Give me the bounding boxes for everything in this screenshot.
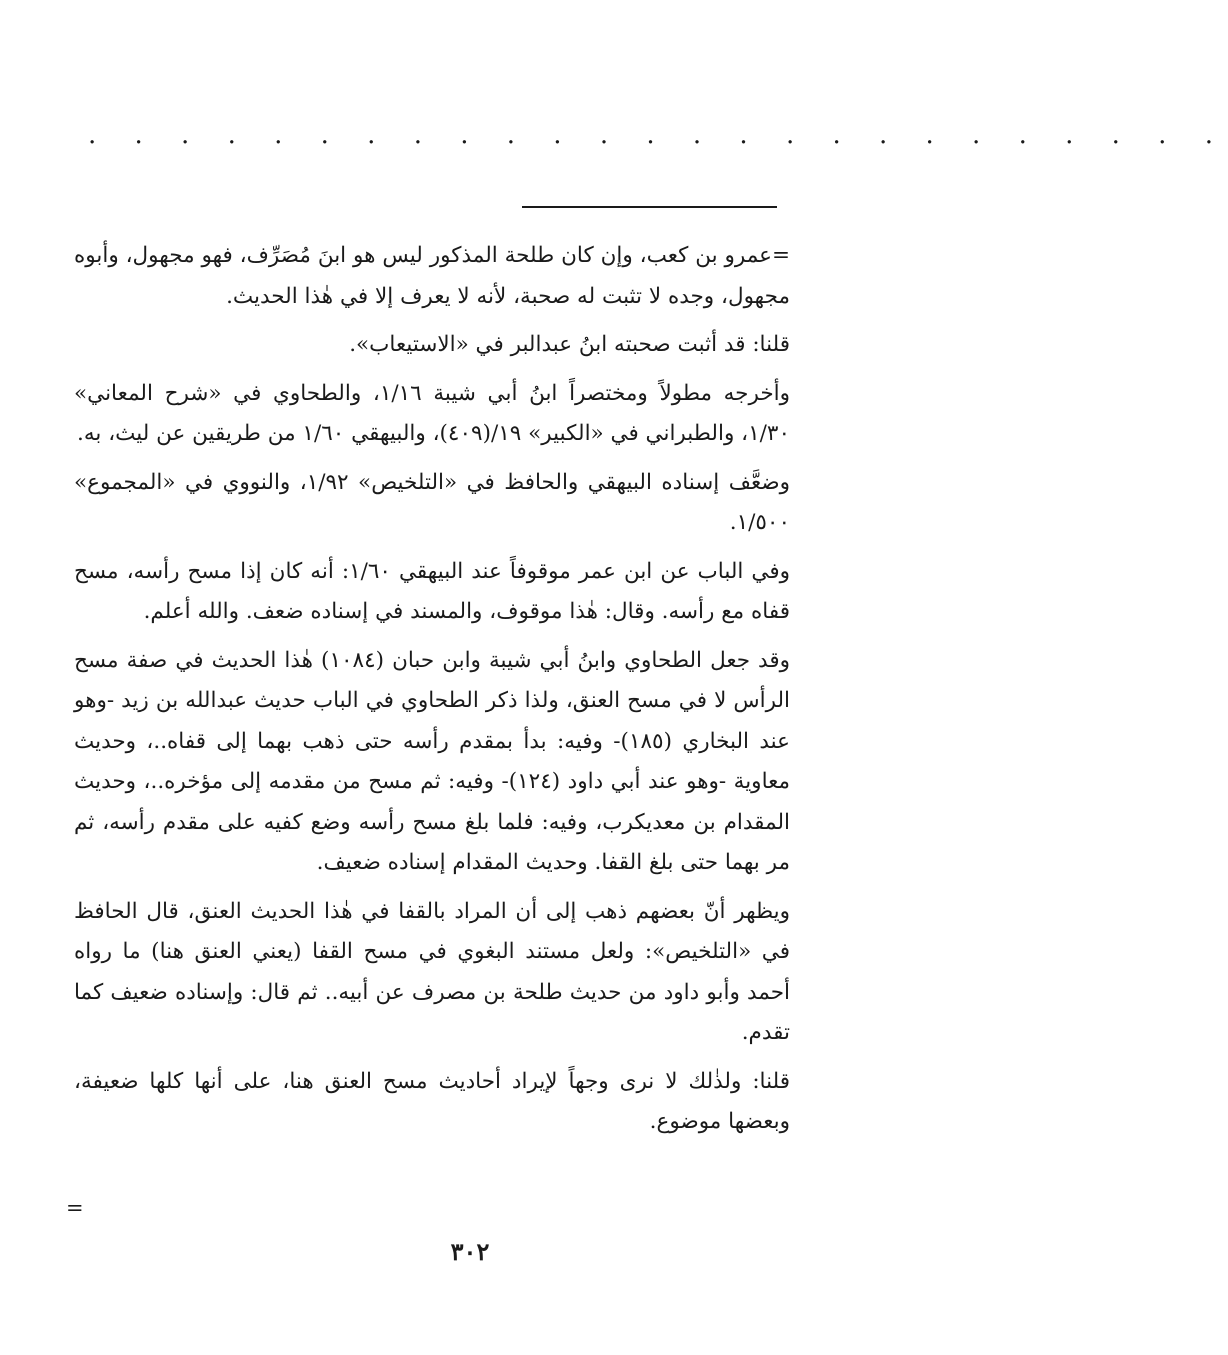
footnote-paragraph: وفي الباب عن ابن عمر موقوفاً عند البيهقي ١/٦٠: أنه كان إذا مسح رأسه، مسح قفاه مع رأسه. وقال: هٰذا موقوف، والمسند في إسناده ضعف. والله أعلم. xyxy=(74,558,790,624)
footnote-paragraph: وقد جعل الطحاوي وابنُ أبي شيبة وابن حبان (١٠٨٤) هٰذا الحديث في صفة مسح الرأس لا في مسح العنق، ولذا ذكر الطحاوي في الباب حديث عبدالله بن زيد -وهو عند البخاري (١٨٥)- وفيه: بدأ بمقدم رأسه حتى ذهب بهما إلى قفاه..، وحديث معاوية -وهو عند أبي داود (١٢٤)- وفيه: ثم مسح من مقدمه إلى مؤخره..، وحديث المقدام بن معديكرب، وفيه: فلما بلغ مسح رأسه وضع كفيه على مقدم رأسه، ثم مر بهما حتى بلغ القفا. وحديث المقدام إسناده ضعيف. xyxy=(74,647,791,875)
footnote-paragraph: قلنا: قد أثبت صحبته ابنُ عبدالبر في «الاستيعاب». xyxy=(349,332,790,357)
footnote-rule xyxy=(522,206,777,208)
footnote-paragraph: وضعَّف إسناده البيهقي والحافظ في «التلخيص» ١/٩٢، والنووي في «المجموع» ١/٥٠٠. xyxy=(74,469,790,535)
footnote-paragraph: ويظهر أنّ بعضهم ذهب إلى أن المراد بالقفا في هٰذا الحديث العنق، قال الحافظ في «التلخيص»: ولعل مستند البغوي في مسح القفا (يعني العنق هنا) ما رواه أحمد وأبو داود من حديث طلحة بن مصرف عن أبيه.. ثم قال: وإسناده ضعيف كما تقدم. xyxy=(74,898,790,1045)
footnote-paragraph: قلنا: ولذٰلك لا نرى وجهاً لإيراد أحاديث مسح العنق هنا، على أنها كلها ضعيفة، وبعضها موضوع. xyxy=(74,1068,790,1134)
ellipsis-separator: . . . . . . . . . . . . . . . . . . . . . . . . . xyxy=(88,120,1228,150)
footnote-paragraph: =عمرو بن كعب، وإن كان طلحة المذكور ليس هو ابنَ مُصَرِّف، فهو مجهول، وأبوه مجهول، وجده لا تثبت له صحبة، لأنه لا يعرف إلا في هٰذا الحديث. xyxy=(74,243,790,309)
continuation-mark: = xyxy=(66,1196,84,1220)
footnote-paragraph: وأخرجه مطولاً ومختصراً ابنُ أبي شيبة ١/١٦، والطحاوي في «شرح المعاني» ١/٣٠، والطبراني في «الكبير» ١٩/(٤٠٩)، والبيهقي ١/٦٠ من طريقين عن ليث، به. xyxy=(74,380,790,446)
page-number: ٣٠٢ xyxy=(450,1237,490,1266)
footnotes-block xyxy=(74,236,790,1151)
